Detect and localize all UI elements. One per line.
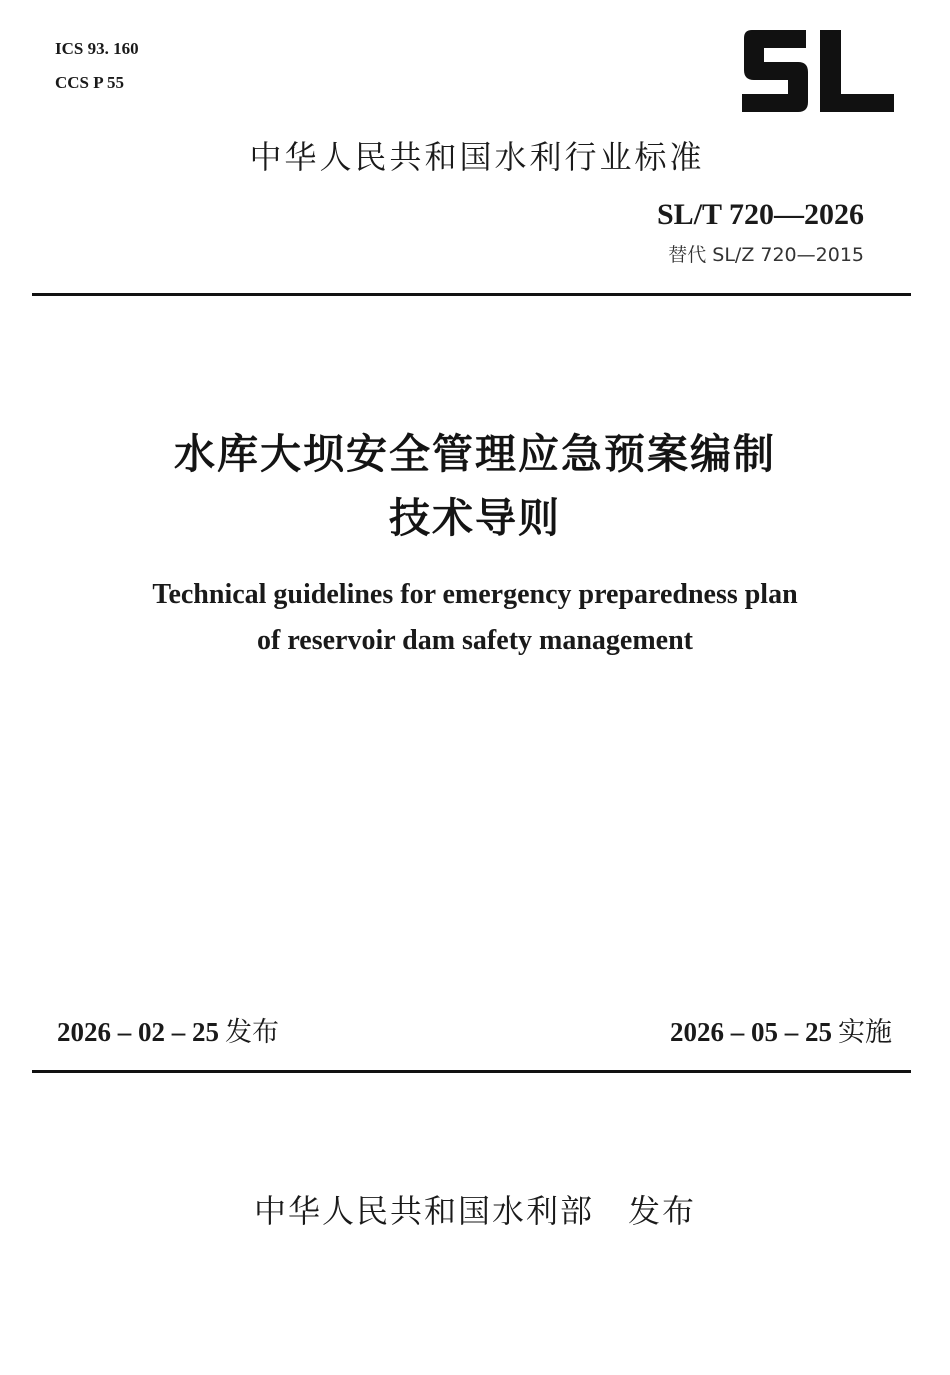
classification-codes [55, 32, 139, 100]
sl-logo [740, 26, 898, 118]
publisher-name: 中华人民共和国水利部 [253, 1192, 594, 1230]
issue-date: 2026 – 02 – 25 [57, 1017, 219, 1047]
implementation-label: 实施 [838, 1017, 892, 1048]
issue-date-block [57, 1010, 279, 1049]
title-english-line-2: of reservoir dam safety management [257, 625, 693, 656]
publisher-action: 发布 [628, 1192, 697, 1230]
top-divider [32, 293, 911, 296]
publisher-line [0, 1186, 950, 1232]
industry-standard-title: 中华人民共和国水利行业标准 [249, 138, 705, 176]
title-chinese-line-2: 技术导则 [389, 494, 561, 542]
title-chinese-line-1: 水库大坝安全管理应急预案编制 [174, 430, 776, 478]
ics-code: ICS 93. 160 [55, 39, 139, 58]
standard-number: SL/T 720—2026 [657, 198, 864, 231]
replaces-standard: 替代 SL/Z 720—2015 [668, 244, 864, 266]
issue-label: 发布 [225, 1017, 279, 1048]
bottom-divider [32, 1070, 911, 1073]
implementation-date: 2026 – 05 – 25 [670, 1017, 832, 1047]
ccs-code: CCS P 55 [55, 73, 124, 92]
title-english [0, 572, 950, 664]
title-chinese [0, 422, 950, 550]
implementation-date-block [670, 1010, 892, 1049]
title-english-line-1: Technical guidelines for emergency preparedness plan [152, 579, 798, 610]
